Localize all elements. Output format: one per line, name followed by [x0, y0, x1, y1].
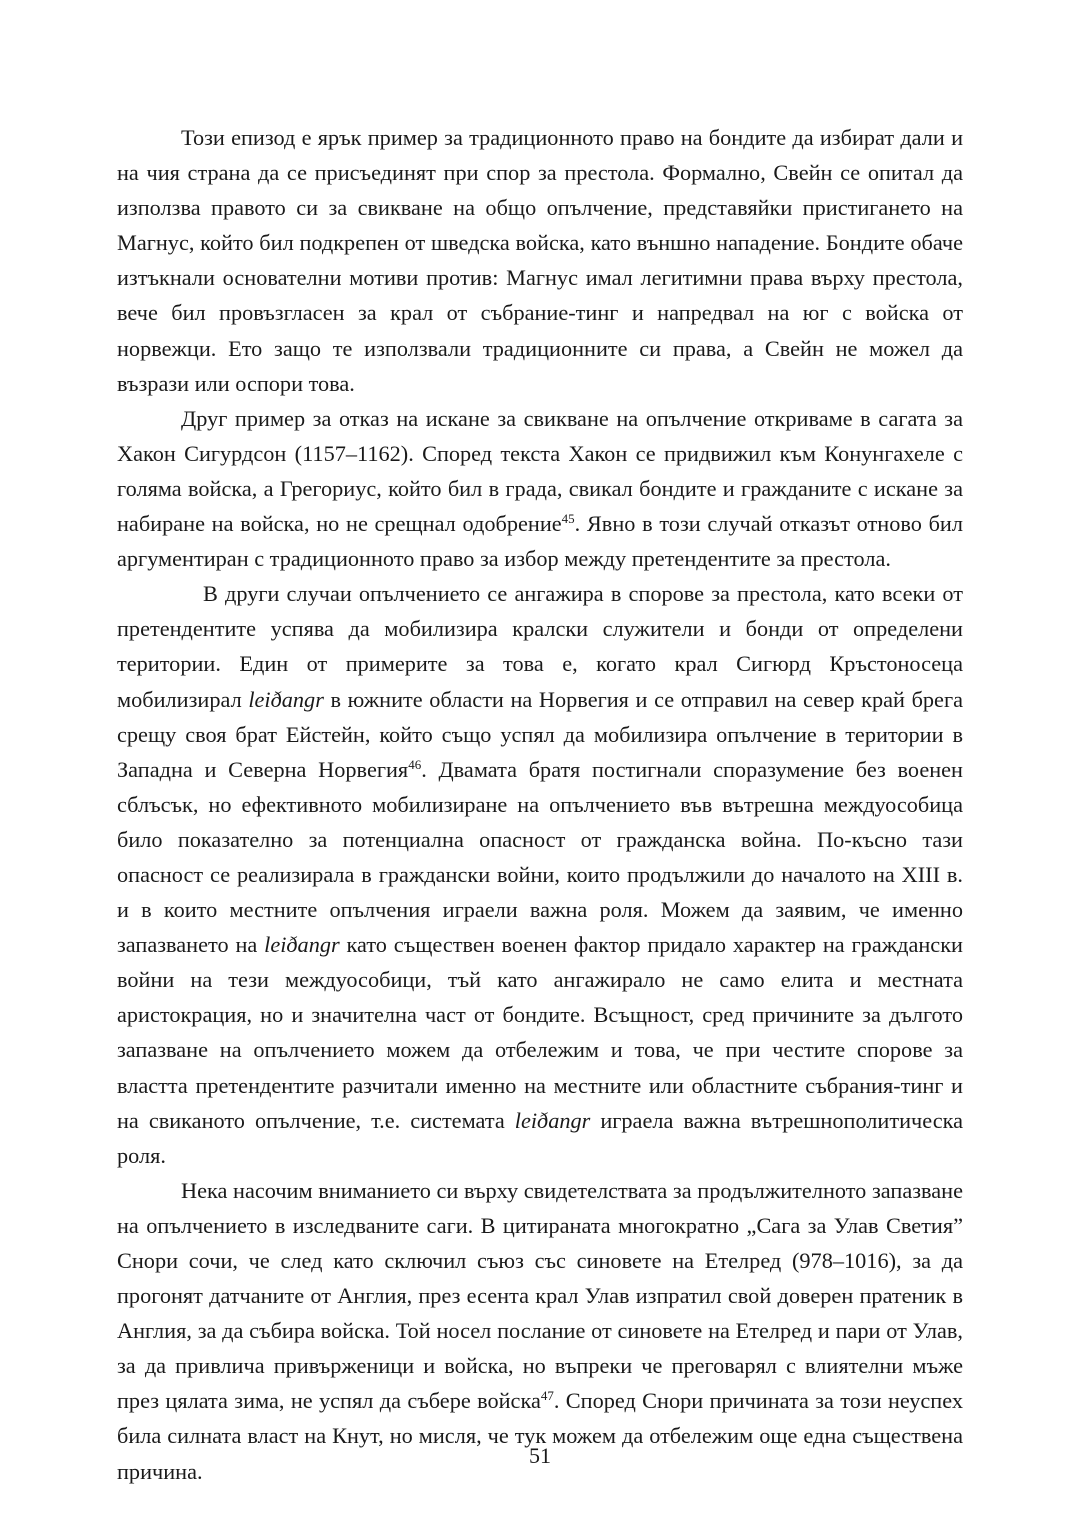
text-run: Този епизод е ярък пример за традиционното право на бондите да избират дали и на чия страна да се присъединят при спор за престола. Формално, Свейн се опитал да използва правото си за свикване на общо опълчение, представяйки пристигането на Магнус, който бил подкрепен от шведска войска, като външно нападение. Бондите обаче изтъкнали основателни мотиви против: Магнус имал легитимни права върху престола, вече бил провъзгласен за крал от събрание-тинг и напредвал на юг с войска от норвежци. Ето защо те използвали традиционните си права, а Свейн не можел да възрази или оспори това.	[117, 125, 963, 396]
text-run: в южните области на Норвегия и се отправил на север край брега срещу своя брат Ейстейн, който също успял да мобилизира опълчение в територии в Западна и Северна Норвегия	[117, 686, 963, 782]
text-run: Нека насочим вниманието си върху свидетелствата за продължителното запазване на опълчението в изследваните саги. В цитираната многократно „Сага за Улав Светия” Снори сочи, че след като сключил съюз със синовете на Етелред (978–1016), за да прогонят датчаните от Англия, през есента крал Улав изпратил свой доверен пратеник в Англия, за да събира войска. Той носел послание от синовете на Етелред и пари от Улав, за да привлича привърженици и войска, но въпреки че преговарял с влиятелни мъже през цялата зима, не успял да събере войска	[117, 1177, 963, 1414]
text-run: Друг пример за отказ на искане за свикване на опълчение откриваме в сагата за Хакон Сигурдсон (1157–1162). Според текста Хакон се придвижил към Конунгахеле с голяма войска, а Грегориус, който бил в града, свикал бондите и гражданите с искане за набиране на войска, но не срещнал одобрение	[117, 405, 963, 537]
paragraph	[117, 1173, 963, 1489]
page-number: 51	[529, 1443, 551, 1468]
italic-term: leiðangr	[248, 686, 324, 712]
footnote-ref: 46	[408, 756, 422, 772]
paragraph	[117, 120, 963, 401]
text-run: като съществен военен фактор придало характер на граждански войни на тези междуособици, тъй като ангажирало не само елита и местната аристокрация, но и значителна част от бондите. Всъщност, сред причините за дългото запазване на опълчението можем да отбележим и това, че при честите спорове за властта претендентите разчитали именно на местните или областните събрания-тинг и на свиканото опълчение, т.е. системата	[117, 932, 963, 1133]
text-run: . Двамата братя постигнали споразумение без военен сблъсък, но ефективното мобилизиране на опълчението във вътрешна междуособица било показателно за потенциална опасност от гражданска война. По-късно тази опасност се реализирала в граждански войни, които продължили до началото на XIII в. и в които местните опълчения играели важна роля. Можем да заявим, че именно запазването на	[117, 756, 963, 958]
footnote-ref: 47	[540, 1388, 554, 1404]
text-run: В други случаи опълчението се ангажира в спорове за престола, като всеки от претендентите успява да мобилизира кралски служители и бонди от определени територии. Един от примерите за това е, когато крал Сигюрд Кръстоносеца мобилизирал	[117, 581, 963, 712]
body-text	[117, 120, 963, 1489]
text-run: . Явно в този случай отказът отново бил аргументиран с традиционното право за избор между претендентите за престола.	[117, 511, 963, 572]
text-run: играела важна вътрешнополитическа роля.	[117, 1107, 963, 1168]
text-run: . Според Снори причината за този неуспех била силната власт на Кнут, но мисля, че тук можем да отбележим още една съществена причина.	[117, 1388, 963, 1484]
paragraph	[117, 576, 963, 1173]
italic-term: leiðangr	[264, 932, 340, 958]
italic-term: leiðangr	[514, 1107, 591, 1133]
footnote-ref: 45	[561, 511, 575, 527]
paragraph	[117, 401, 963, 576]
